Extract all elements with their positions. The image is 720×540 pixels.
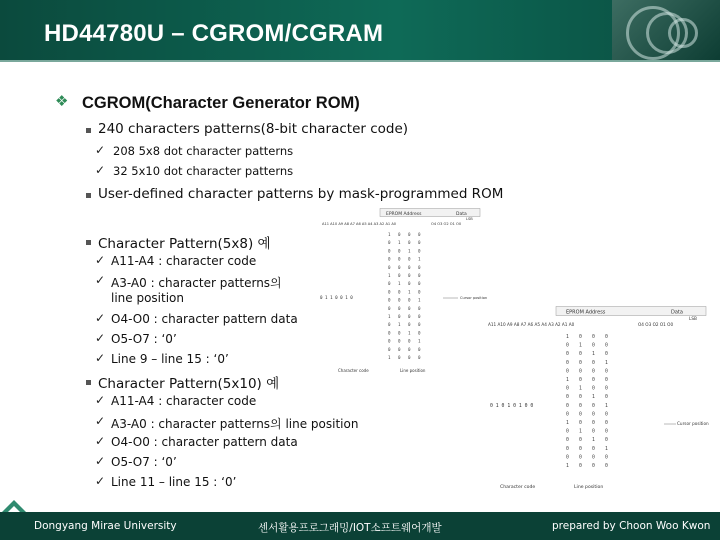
addr-bits-header: A11 A10 A9 A8 A7 A6 A5 A4 A3 A2 A1 A0	[488, 322, 575, 327]
grid-bit: 0	[592, 412, 595, 418]
grid-bit: 1	[408, 289, 411, 295]
grid-bit: 0	[566, 438, 569, 444]
check-icon: ✓	[95, 331, 106, 345]
grid-bit: 0	[398, 264, 401, 270]
bit-grid	[388, 232, 421, 360]
grid-bit: 0	[398, 273, 401, 278]
grid-bit: 0	[605, 386, 608, 392]
grid-bit: 1	[388, 355, 391, 360]
pattern-table-5x8-figure	[318, 208, 488, 382]
footer-course: 센서활용프로그래밍/IOT소프트웨어개발	[258, 522, 442, 534]
grid-bit: 0	[408, 297, 411, 303]
grid-bit: 0	[398, 232, 401, 237]
bullet-pattern-5x8: Character Pattern(5x8) 예	[98, 236, 271, 252]
grid-bit: 0	[408, 273, 411, 278]
grid-bit: 0	[408, 281, 411, 287]
grid-bit: 0	[579, 438, 582, 444]
pattern-table-5x8	[318, 208, 488, 382]
lsb-label: LSB	[689, 316, 697, 321]
check-icon: ✓	[95, 143, 106, 157]
sub-item-line9: Line 9 – line 15 : ‘0’	[111, 352, 229, 366]
grid-bit: 0	[418, 248, 421, 254]
character-code-bits: 0 1 1 0 0 1 0	[320, 295, 353, 300]
diamond-bullet-icon: ❖	[55, 92, 69, 110]
grid-bit: 1	[566, 421, 569, 426]
grid-bit: 1	[418, 338, 421, 344]
grid-bit: 0	[388, 346, 391, 352]
grid-bit: 0	[398, 256, 401, 262]
grid-bit: 0	[605, 429, 608, 435]
check-icon: ✓	[95, 414, 106, 428]
grid-bit: 0	[579, 335, 582, 340]
grid-bit: 0	[408, 322, 411, 328]
grid-bit: 0	[592, 369, 595, 375]
grid-bit: 0	[566, 343, 569, 349]
sub-item-o5-o7: O5-O7 : ‘0’	[111, 332, 177, 346]
grid-bit: 1	[388, 273, 391, 278]
character-code-bits: 0 1 0 1 0 1 0 0	[490, 404, 534, 409]
grid-bit: 0	[605, 335, 608, 340]
grid-bit: 0	[418, 240, 421, 246]
grid-bit: 0	[398, 346, 401, 352]
grid-bit: 0	[398, 305, 401, 311]
grid-bit: 0	[592, 360, 595, 366]
grid-bit: 0	[408, 256, 411, 262]
sub-item-line-pos: A3-A0 : character patterns의	[111, 276, 282, 290]
grid-bit: 1	[592, 395, 595, 401]
grid-bit: 0	[398, 355, 401, 360]
grid-bit: 0	[418, 232, 421, 237]
grid-bit: 0	[566, 352, 569, 358]
grid-bit: 1	[579, 386, 582, 392]
grid-bit: 0	[418, 273, 421, 278]
grid-bit: 0	[592, 421, 595, 426]
grid-bit: 0	[592, 464, 595, 469]
grid-bit: 0	[398, 338, 401, 344]
grid-bit: 0	[418, 346, 421, 352]
grid-bit: 0	[388, 297, 391, 303]
sub-item-char-code: A11-A4 : character code	[111, 254, 257, 268]
grid-bit: 0	[592, 343, 595, 349]
logo-graphic	[612, 0, 720, 60]
check-icon: ✓	[95, 273, 106, 287]
grid-bit: 0	[408, 240, 411, 246]
square-bullet-icon	[86, 380, 91, 385]
grid-bit: 0	[408, 338, 411, 344]
grid-bit: 1	[388, 232, 391, 237]
sub-item-char-code: A11-A4 : character code	[111, 394, 257, 408]
grid-bit: 0	[398, 289, 401, 295]
grid-bit: 0	[408, 305, 411, 311]
line-position-label: Line position	[574, 485, 604, 490]
cursor-position-label: Cursor position	[460, 296, 488, 300]
grid-bit: 0	[579, 352, 582, 358]
grid-bit: 0	[388, 322, 391, 328]
grid-bit: 0	[592, 403, 595, 409]
grid-bit: 1	[408, 330, 411, 336]
grid-bit: 0	[388, 240, 391, 246]
grid-bit: 0	[579, 464, 582, 469]
square-bullet-icon	[86, 128, 91, 133]
grid-bit: 0	[592, 446, 595, 452]
square-bullet-icon	[86, 240, 91, 245]
sub-item-line-pos-cont: line position	[111, 291, 185, 305]
grid-bit: 0	[398, 314, 401, 319]
cursor-position-label: Cursor position	[677, 421, 709, 426]
grid-bit: 0	[398, 248, 401, 254]
check-icon: ✓	[95, 253, 106, 267]
grid-bit: 0	[605, 395, 608, 401]
grid-bit: 1	[408, 248, 411, 254]
grid-bit: 0	[566, 360, 569, 366]
line-position-label: Line position	[400, 368, 426, 373]
grid-bit: 1	[592, 438, 595, 444]
col-header-eprom: EPROM Address	[386, 212, 422, 217]
grid-bit: 0	[408, 355, 411, 360]
sub-item-line11: Line 11 – line 15 : ‘0’	[111, 475, 237, 489]
grid-bit: 0	[579, 412, 582, 418]
title-bar	[0, 0, 720, 60]
sub-item-32: 32 5x10 dot character patterns	[113, 164, 294, 178]
col-header-data: Data	[456, 212, 467, 217]
grid-bit: 0	[408, 264, 411, 270]
grid-bit: 1	[398, 240, 401, 246]
character-code-label: Character code	[338, 368, 369, 373]
grid-bit: 0	[388, 281, 391, 287]
grid-bit: 0	[566, 395, 569, 401]
col-header-eprom: EPROM Address	[566, 309, 606, 316]
grid-bit: 1	[418, 297, 421, 303]
data-bits-header: O4 O3 O2 O1 O0	[431, 222, 462, 226]
grid-bit: 0	[605, 412, 608, 418]
section-heading: CGROM(Character Generator ROM)	[82, 94, 360, 112]
header-divider	[0, 60, 720, 62]
grid-bit: 1	[388, 314, 391, 319]
character-code-label: Character code	[500, 485, 536, 490]
grid-bit: 0	[418, 305, 421, 311]
grid-bit: 0	[605, 464, 608, 469]
grid-bit: 0	[592, 335, 595, 340]
grid-bit: 1	[398, 281, 401, 287]
lsb-label: LSB	[466, 217, 473, 221]
grid-bit: 0	[408, 346, 411, 352]
grid-bit: 0	[388, 256, 391, 262]
grid-bit: 0	[418, 330, 421, 336]
bullet-240-characters: 240 characters patterns(8-bit character code)	[98, 121, 409, 137]
grid-bit: 0	[605, 455, 608, 461]
grid-bit: 0	[398, 330, 401, 336]
sub-item-o5-o7: O5-O7 : ‘0’	[111, 455, 177, 469]
grid-bit: 0	[566, 429, 569, 435]
grid-bit: 1	[566, 335, 569, 340]
grid-bit: 0	[418, 355, 421, 360]
sub-item-pattern-data: O4-O0 : character pattern data	[111, 312, 298, 326]
grid-bit: 0	[579, 378, 582, 383]
grid-bit: 0	[605, 369, 608, 375]
check-icon: ✓	[95, 454, 106, 468]
pattern-table-5x10	[486, 306, 710, 496]
grid-bit: 1	[605, 403, 608, 409]
footer-bar	[0, 512, 720, 540]
grid-bit: 0	[566, 403, 569, 409]
grid-bit: 0	[592, 429, 595, 435]
grid-bit: 0	[579, 360, 582, 366]
grid-bit: 0	[418, 322, 421, 328]
square-bullet-icon	[86, 193, 91, 198]
grid-bit: 0	[388, 305, 391, 311]
check-icon: ✓	[95, 474, 106, 488]
grid-bit: 0	[418, 289, 421, 295]
grid-bit: 0	[418, 281, 421, 287]
grid-bit: 1	[579, 343, 582, 349]
sub-item-208: 208 5x8 dot character patterns	[113, 144, 294, 158]
grid-bit: 0	[592, 378, 595, 383]
grid-bit: 1	[566, 464, 569, 469]
addr-bits-header: A11 A10 A9 A8 A7 A6 A5 A4 A3 A2 A1 A0	[322, 222, 397, 226]
data-bits-header: O4 O3 O2 O1 O0	[638, 322, 674, 327]
grid-bit: 0	[579, 421, 582, 426]
grid-bit: 0	[408, 232, 411, 237]
slide-title: HD44780U – CGROM/CGRAM	[44, 20, 384, 47]
footer-university: Dongyang Mirae University	[34, 520, 177, 532]
grid-bit: 0	[579, 455, 582, 461]
grid-bit: 0	[388, 264, 391, 270]
sub-item-line-pos: A3-A0 : character patterns의 line position	[111, 417, 359, 431]
grid-bit: 0	[605, 352, 608, 358]
check-icon: ✓	[95, 311, 106, 325]
col-header-data: Data	[671, 309, 683, 316]
grid-bit: 0	[579, 403, 582, 409]
grid-bit: 0	[388, 338, 391, 344]
grid-bit: 0	[579, 369, 582, 375]
bullet-pattern-5x10: Character Pattern(5x10) 예	[98, 376, 280, 392]
pattern-table-5x10-figure	[486, 306, 710, 496]
bullet-user-defined: User-defined character patterns by mask-programmed ROM	[98, 186, 504, 202]
check-icon: ✓	[95, 351, 106, 365]
grid-bit: 0	[605, 343, 608, 349]
grid-bit: 0	[605, 421, 608, 426]
grid-bit: 0	[388, 289, 391, 295]
grid-bit: 0	[566, 369, 569, 375]
grid-bit: 0	[605, 378, 608, 383]
sub-item-pattern-data: O4-O0 : character pattern data	[111, 435, 298, 449]
grid-bit: 0	[579, 395, 582, 401]
grid-bit: 1	[566, 378, 569, 383]
grid-bit: 0	[566, 446, 569, 452]
check-icon: ✓	[95, 163, 106, 177]
grid-bit: 0	[388, 248, 391, 254]
grid-bit: 0	[592, 386, 595, 392]
grid-bit: 0	[418, 314, 421, 319]
grid-bit: 1	[592, 352, 595, 358]
grid-bit: 0	[566, 412, 569, 418]
grid-bit: 0	[566, 455, 569, 461]
grid-bit: 0	[408, 314, 411, 319]
grid-bit: 1	[605, 360, 608, 366]
grid-bit: 1	[398, 322, 401, 328]
footer-author: prepared by Choon Woo Kwon	[552, 520, 711, 532]
grid-bit: 0	[418, 264, 421, 270]
grid-bit: 0	[592, 455, 595, 461]
grid-bit: 0	[605, 438, 608, 444]
bit-grid	[566, 334, 608, 469]
grid-bit: 0	[579, 446, 582, 452]
grid-bit: 0	[566, 386, 569, 392]
check-icon: ✓	[95, 393, 106, 407]
grid-bit: 0	[398, 297, 401, 303]
grid-bit: 1	[579, 429, 582, 435]
grid-bit: 1	[605, 446, 608, 452]
grid-bit: 0	[388, 330, 391, 336]
grid-bit: 1	[418, 256, 421, 262]
check-icon: ✓	[95, 434, 106, 448]
